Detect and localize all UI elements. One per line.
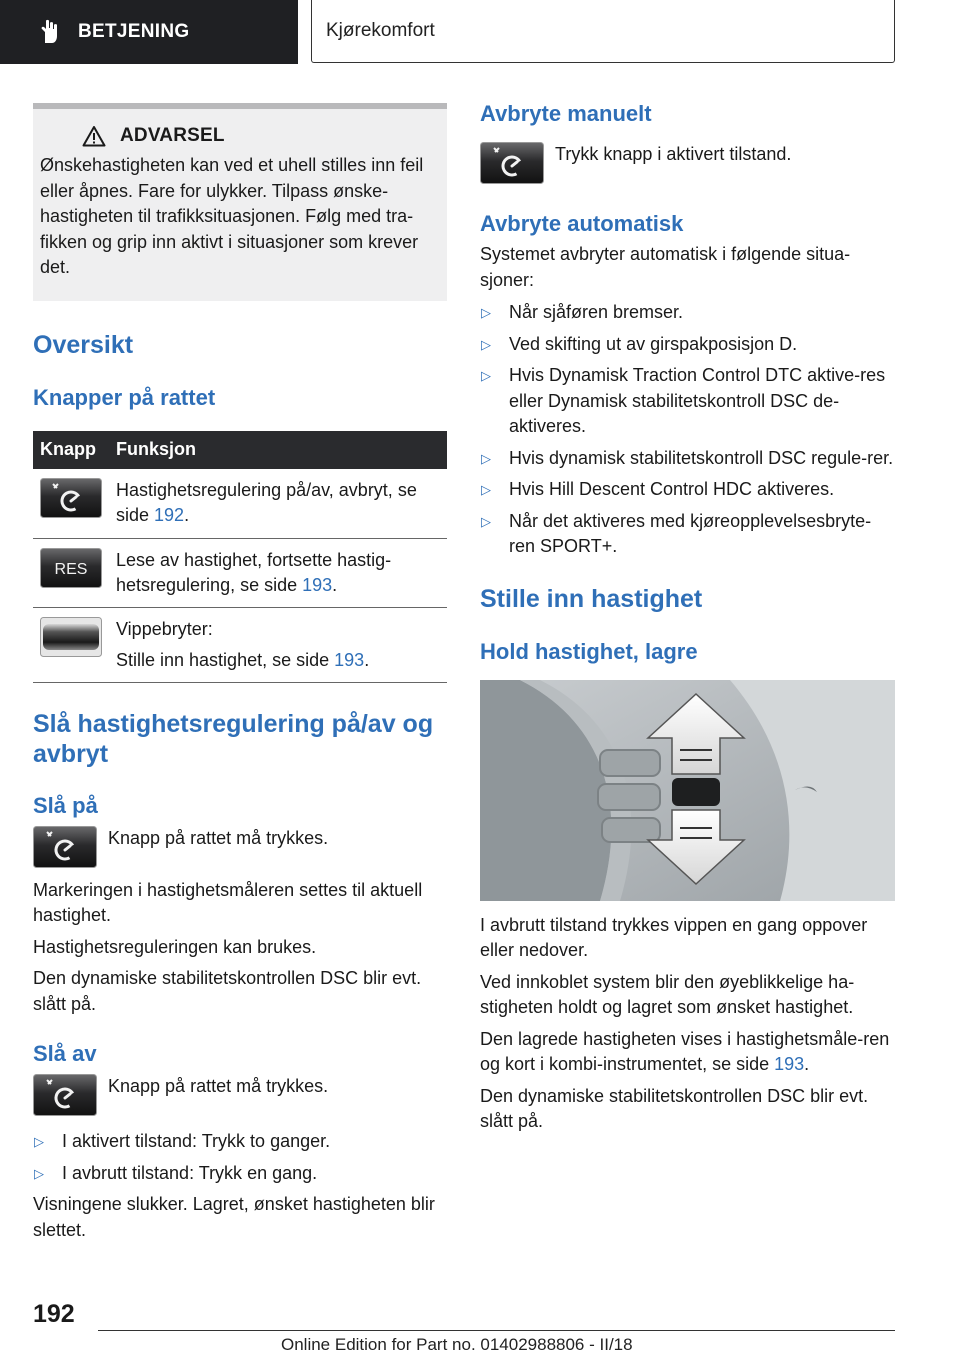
list-item: ▷ Hvis dynamisk stabilitetskontroll DSC regule-rer. <box>480 446 895 472</box>
triangle-bullet-icon: ▷ <box>34 1134 44 1149</box>
set-speed-heading: Stille inn hastighet <box>480 584 703 613</box>
triangle-bullet-icon: ▷ <box>481 305 491 320</box>
page-link-193[interactable]: 193 <box>302 574 333 595</box>
button-table <box>33 431 447 683</box>
table-row: RES Lese av hastighet, fortsette hastig-hetsregulering, se side 193. <box>33 538 447 607</box>
list-item: ▷ Ved skifting ut av girspakposisjon D. <box>480 332 895 358</box>
chapter-title: Kjørekomfort <box>326 20 435 41</box>
triangle-bullet-icon: ▷ <box>481 368 491 383</box>
onoff-heading: Slå hastighetsregulering på/av og avbryt <box>33 709 434 768</box>
list-item: ▷ Når det aktiveres med kjøreopplevelsesbryte-ren SPORT+. <box>481 510 872 556</box>
automatic-heading: Avbryte automatisk <box>480 211 684 236</box>
footer-edition: Online Edition for Part no. 01402988806 - II/18 <box>281 1335 633 1354</box>
sla-pa-instruction: Knapp på rattet må trykkes. <box>108 827 329 848</box>
col-header-funksjon: Funksjon <box>116 431 447 469</box>
col-header-knapp: Knapp <box>33 431 116 469</box>
triangle-bullet-icon: ▷ <box>481 482 491 497</box>
left-column <box>33 103 447 1243</box>
row1-text: Hastighetsregulering på/av, avbryt, se side <box>116 479 417 525</box>
set-speed-para-4: Den dynamiske stabilitetskontrollen DSC blir evt. slått på. <box>480 1085 869 1131</box>
chapter-tab <box>311 0 895 63</box>
sla-av-instruction: Knapp på rattet må trykkes. <box>108 1076 329 1096</box>
list-item: ▷ I aktivert tilstand: Trykk to ganger. <box>33 1129 447 1155</box>
manual-instruction: Trykk knapp i aktivert tilstand. <box>555 144 792 164</box>
table-row: Hastighetsregulering på/av, avbryt, se side 192. <box>33 469 447 539</box>
set-speed-para-2: Ved innkoblet system blir den øyeblikkelige ha-stigheten holdt og lagret som ønsket hastighet. <box>480 971 855 1017</box>
footer-divider <box>98 1330 895 1331</box>
sla-av-list <box>33 1129 447 1186</box>
manual-heading: Avbryte manuelt <box>480 101 652 126</box>
section-tab <box>0 0 298 64</box>
cruise-control-button-icon <box>33 1074 97 1116</box>
hold-speed-heading: Hold hastighet, lagre <box>480 638 698 664</box>
sla-av-para: Visningene slukker. Lagret, ønsket hastigheten blir slettet. <box>33 1194 435 1240</box>
section-title: BETJENING <box>78 21 190 42</box>
rocker-switch-icon <box>40 617 102 657</box>
row3-text-1: Vippebryter: <box>116 618 213 639</box>
sla-pa-para-3: Den dynamiske stabilitetskontrollen DSC blir evt. slått på. <box>33 968 422 1014</box>
set-speed-para-1: I avbrutt tilstand trykkes vippen en gang oppover eller nedover. <box>480 914 868 960</box>
row2-text: Lese av hastighet, fortsette hastig-hetsregulering, se side <box>116 549 392 595</box>
page-link-192[interactable]: 192 <box>154 504 185 525</box>
warning-text: Ønskehastigheten kan ved et uhell stilles inn feil eller åpnes. Fare for ulykker. Tilpass ønske-hastigheten til trafikksituasjonen. Følg med tra-fikken og grip inn aktivt i situasjoner som krever det. <box>40 155 424 277</box>
knapper-heading: Knapper på rattet <box>33 384 216 410</box>
warning-title: ADVARSEL <box>120 125 225 146</box>
automatic-intro: Systemet avbryter automatisk i følgende situa-sjoner: <box>480 244 851 290</box>
sla-pa-heading: Slå på <box>33 792 98 818</box>
triangle-bullet-icon: ▷ <box>481 513 491 529</box>
right-column: Avbryte manuelt Trykk knapp i aktivert tilstand. Avbryte automatisk Systemet avbryter automatisk i følgende situa-sjoner: ▷ Når sjåføren bremser. ▷ Ved skifting ut av girspakposisjon D. ▷ Hvis Dynamisk Traction Control DTC aktive-res eller Dynamisk stabilitetskontroll DSC de-aktiveres. ▷ Hvis dynamisk stabilitetskontroll DSC regule-rer. ▷ Hvis Hill Descent Control HDC aktiveres. ▷ Når det aktiveres med kjøreopplevelsesbryte-ren SPORT+. Stille inn hastighet Hold hastighet, lagre I avbrutt tilstand trykkes vippen en gang oppover eller nedover. Ved innkoblet system blir den øyeblikkelige ha-stigheten holdt og lagret som ønsket hastighet. Den lagrede hastigheten vises i hastighetsmåle-ren og kort i kombi-instrumentet, se side 193. Den dynamiske stabilitetskontrollen DSC blir evt. slått på. <box>480 100 895 1135</box>
triangle-bullet-icon: ▷ <box>481 336 491 352</box>
table-row: Vippebryter: Stille inn hastighet, se side 193. <box>33 607 447 682</box>
set-speed-para-3: Den lagrede hastigheten vises i hastighetsmåle-ren og kort i kombi-instrumentet, se side <box>480 1028 890 1074</box>
cruise-control-button-icon <box>480 142 544 184</box>
triangle-bullet-icon: ▷ <box>34 1165 44 1181</box>
oversikt-heading: Oversikt <box>33 330 134 359</box>
sla-pa-para-1: Markeringen i hastighetsmåleren settes til aktuell hastighet. <box>33 879 423 925</box>
row3-text-2: Stille inn hastighet, se side <box>116 649 335 670</box>
page-link-193[interactable]: 193 <box>774 1054 805 1074</box>
list-item: ▷ Hvis Dynamisk Traction Control DTC aktive-res eller Dynamisk stabilitetskontroll DSC de-aktiveres. <box>481 365 886 436</box>
list-item: ▷ Hvis Hill Descent Control HDC aktiveres. <box>480 477 895 503</box>
list-item: ▷ Når sjåføren bremser. <box>480 300 895 326</box>
list-item: ▷ I avbrutt tilstand: Trykk en gang. <box>33 1161 447 1187</box>
res-button-icon <box>40 548 102 588</box>
warning-triangle-icon <box>82 125 106 147</box>
cruise-control-button-icon <box>40 478 102 518</box>
triangle-bullet-icon: ▷ <box>481 450 491 466</box>
sla-pa-para-2: Hastighetsreguleringen kan brukes. <box>33 936 317 957</box>
warning-box <box>33 103 447 301</box>
cruise-control-button-icon <box>33 826 97 868</box>
steering-wheel-rocker-photo <box>480 680 895 901</box>
svg-text:RES: RES <box>54 560 88 578</box>
hand-icon <box>36 18 64 46</box>
sla-av-heading: Slå av <box>33 1041 97 1066</box>
automatic-list <box>480 300 895 560</box>
page-number: 192 <box>33 1300 75 1328</box>
page-link-193[interactable]: 193 <box>334 649 365 670</box>
